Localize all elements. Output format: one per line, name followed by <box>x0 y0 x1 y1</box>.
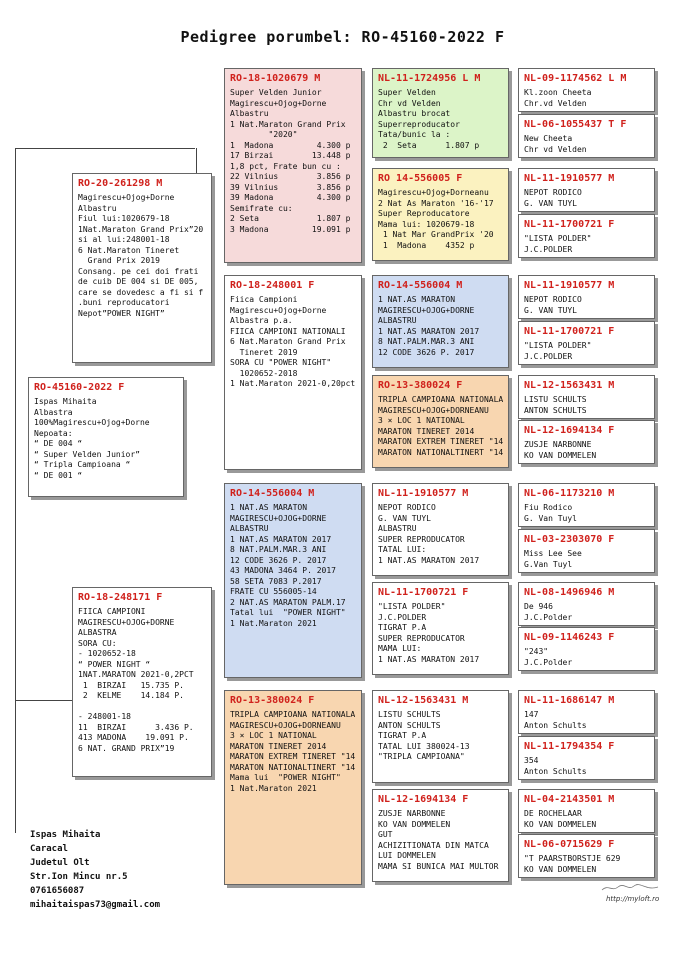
ring-number: RO-14-556004 M <box>378 280 463 291</box>
card-details: ZUSJE NARBONNE KO VAN DOMMELEN <box>524 440 597 460</box>
card-details: NEPOT RODICO G. VAN TUYL ALBASTRU SUPER REPRODUCATOR TATAL LUI: 1 NAT.AS MARATON 2017 <box>378 503 480 565</box>
ring-number: NL-12-1694134 F <box>524 425 615 436</box>
card-details: "LISTA POLDER" J.C.POLDER TIGRAT P.A SUPER REPRODUCATOR MAMA LUI: 1 NAT.AS MARATON 2017 <box>378 602 480 664</box>
ring-number: NL-11-1910577 M <box>524 173 615 184</box>
ring-number: NL-11-1700721 F <box>524 219 615 230</box>
ring-number: NL-12-1563431 M <box>378 695 469 706</box>
ring-number: RO-20-261298 M <box>78 178 163 189</box>
card-details: Magirescu+Ojog+Dorne Albastru Fiul lui:1020679-18 1Nat.Maraton Grand Prix”20 si al lui:248001-18 6 Nat.Maraton Tineret Grand Prix 2019 Consang. pe cei doi frati de cuib DE 004 si DE 005, care se dovedesc a fi si f .buni reproducatori Nepot”POWER NIGHT” <box>78 193 204 318</box>
card-details: New Cheeta Chr vd Velden <box>524 134 587 154</box>
ring-number: RO 14-556005 F <box>378 173 463 184</box>
ring-number: NL-06-1055437 T F <box>524 119 627 130</box>
card-details: 147 Anton Schults <box>524 710 587 730</box>
pedigree-card-gen4[interactable] <box>372 582 509 675</box>
ring-number: NL-11-1700721 F <box>378 587 469 598</box>
pedigree-card-gen5[interactable] <box>518 582 655 626</box>
card-details: "LISTA POLDER" J.C.POLDER <box>524 234 592 254</box>
ring-number: NL-11-1700721 F <box>524 326 615 337</box>
connector-line <box>362 735 363 800</box>
card-details: Fiu Rodico G. Van Tuyl <box>524 503 577 523</box>
pedigree-card-sire[interactable] <box>72 173 212 363</box>
logo-signature <box>600 883 660 895</box>
card-details: TRIPLA CAMPIOANA NATIONALA MAGIRESCU+OJOG+DORNEANU 3 × LOC 1 NATIONAL MARATON TINERET 2014 MARATON EXTREM TINERET "14 MARATON NATIONALTINERT "14 <box>378 395 504 457</box>
pedigree-card-dam[interactable] <box>72 587 212 777</box>
connector-line <box>196 148 197 174</box>
owner-name: Ispas Mihaita <box>30 830 101 840</box>
ring-number: NL-09-1174562 L M <box>524 73 627 84</box>
ring-number: RO-13-380024 F <box>378 380 463 391</box>
card-details: 354 Anton Schults <box>524 756 587 776</box>
pedigree-card-gen4[interactable] <box>372 68 509 158</box>
ring-number: NL-11-1724956 L M <box>378 73 481 84</box>
ring-number: NL-09-1146243 F <box>524 632 615 643</box>
card-details: "T PAARSTBORSTJE 629 KO VAN DOMMELEN <box>524 854 621 874</box>
ring-number: RO-45160-2022 F <box>34 382 125 393</box>
pedigree-card-gen5[interactable] <box>518 375 655 419</box>
connector-line <box>212 176 213 266</box>
card-details: LISTU SCHULTS ANTON SCHULTS TIGRAT P.A TATAL LUI 380024-13 "TRIPLA CAMPIOANA" <box>378 710 470 761</box>
card-details: "243" J.C.Polder <box>524 647 573 667</box>
pedigree-card-gen5[interactable] <box>518 690 655 734</box>
pedigree-card-gen4[interactable] <box>372 375 509 468</box>
card-details: NEPOT RODICO G. VAN TUYL <box>524 295 582 315</box>
connector-line <box>15 148 195 149</box>
pedigree-card-gen3[interactable] <box>224 68 362 263</box>
ring-number: NL-12-1694134 F <box>378 794 469 805</box>
card-details: "LISTA POLDER" J.C.POLDER <box>524 341 592 361</box>
ring-number: NL-03-2303070 F <box>524 534 615 545</box>
card-details: Ispas Mihaita Albastra 100%Magirescu+Ojog+Dorne Nepoata: “ DE 004 “ “ Super Velden Junior” “ Tripla Campioana “ “ DE 001 “ <box>34 397 150 480</box>
connector-line <box>362 168 363 223</box>
ring-number: RO-18-248001 F <box>230 280 315 291</box>
pedigree-card-gen5[interactable] <box>518 420 655 464</box>
ring-number: RO-18-1020679 M <box>230 73 321 84</box>
card-details: DE ROCHELAAR KO VAN DOMMELEN <box>524 809 597 829</box>
pedigree-card-subject[interactable] <box>28 377 184 497</box>
card-details: ZUSJE NARBONNE KO VAN DOMMELEN GUT ACHIZITIONATA DIN MATCA LUI DOMMELEN MAMA SI BUNICA MAI MULTOR <box>378 809 499 871</box>
pedigree-card-gen5[interactable] <box>518 275 655 319</box>
card-details: 1 NAT.AS MARATON MAGIRESCU+OJOG+DORNE ALBASTRU 1 NAT.AS MARATON 2017 8 NAT.PALM.MAR.3 ANI 12 CODE 3626 P. 2017 <box>378 295 480 357</box>
connector-line <box>362 540 363 600</box>
ring-number: NL-12-1563431 M <box>524 380 615 391</box>
card-details: 1 NAT.AS MARATON MAGIRESCU+OJOG+DORNE ALBASTRU 1 NAT.AS MARATON 2017 8 NAT.PALM.MAR.3 ANI 12 CODE 3626 P. 2017 43 MADONA 3464 P. 2017 58 SETA 7083 P.2017 FRATE CU 556005-14 2 NAT.AS MARATON PALM.17 Tatal lui "POWER NIGHT" 1 Nat.Maraton 2021 <box>230 503 346 628</box>
pedigree-card-gen5[interactable] <box>518 789 655 833</box>
card-details: De 946 J.C.Polder <box>524 602 573 622</box>
pedigree-card-gen5[interactable] <box>518 834 655 878</box>
ring-number: NL-11-1686147 M <box>524 695 615 706</box>
pedigree-card-gen5[interactable] <box>518 321 655 365</box>
ring-number: NL-06-1173210 M <box>524 488 615 499</box>
owner-phone: 0761656087 <box>30 886 85 896</box>
pedigree-card-gen4[interactable] <box>372 789 509 882</box>
pedigree-card-gen5[interactable] <box>518 529 655 573</box>
card-details: TRIPLA CAMPIOANA NATIONALA MAGIRESCU+OJOG+DORNEANU 3 × LOC 1 NATIONAL MARATON TINERET 2014 MARATON EXTREM TINERET "14 MARATON NATIONALTINERT "14 Mama lui "POWER NIGHT" 1 Nat.Maraton 2021 <box>230 710 356 793</box>
ring-number: RO-14-556004 M <box>230 488 315 499</box>
card-details: Fiica Campioni Magirescu+Ojog+Dorne Albastra p.a. FIICA CAMPIONI NATIONALI 6 Nat.Maraton Grand Prix Tineret 2019 SORA CU "POWER NIGHT" 1020652-2018 1 Nat.Maraton 2021-0,20pct <box>230 295 356 388</box>
card-details: NEPOT RODICO G. VAN TUYL <box>524 188 582 208</box>
pedigree-card-gen5[interactable] <box>518 483 655 527</box>
pedigree-card-gen5[interactable] <box>518 114 655 158</box>
ring-number: NL-04-2143501 M <box>524 794 615 805</box>
pedigree-card-gen3[interactable] <box>224 690 362 885</box>
pedigree-card-gen4[interactable] <box>372 168 509 261</box>
pedigree-card-gen3[interactable] <box>224 275 362 470</box>
ring-number: NL-11-1910577 M <box>524 280 615 291</box>
pedigree-card-gen5[interactable] <box>518 627 655 671</box>
pedigree-card-gen4[interactable] <box>372 275 509 368</box>
card-details: Super Velden Chr vd Velden Albastru brocat Superreproducator Tata/bunic la : 2 Seta 1.807 p <box>378 88 480 150</box>
signature-icon <box>600 883 660 893</box>
pedigree-card-gen5[interactable] <box>518 168 655 212</box>
ring-number: RO-13-380024 F <box>230 695 315 706</box>
owner-email[interactable]: mihaitaispas73@gmail.com <box>30 900 161 910</box>
connector-line <box>15 148 16 833</box>
card-details: FIICA CAMPIONI MAGIRESCU+OJOG+DORNE ALBASTRA SORA CU: - 1020652-18 “ POWER NIGHT “ 1NAT.MARATON 2021-0,2PCT 1 BIRZAI 15.735 P. 2 KELME 14.184 P. - 248001-18 11 BIRZAI 3.436 P. 413 MADONA 19.091 P. 6 NAT. GRAND PRIX”19 <box>78 607 194 753</box>
pedigree-card-gen4[interactable] <box>372 690 509 783</box>
pedigree-card-gen5[interactable] <box>518 68 655 112</box>
connector-line <box>212 590 213 700</box>
ring-number: NL-11-1910577 M <box>378 488 469 499</box>
owner-contact <box>30 828 160 912</box>
ring-number: RO-18-248171 F <box>78 592 163 603</box>
pedigree-card-gen5[interactable] <box>518 736 655 780</box>
card-details: Super Velden Junior Magirescu+Ojog+Dorne Albastru 1 Nat.Maraton Grand Prix "2020" 1 Madona 4.300 p 17 Birzai 13.448 p 1,8 pct, Frate bun cu : 22 Vilnius 3.856 p 39 Vilnius 3.856 p 39 Madona 4.300 p Semifrate cu: 2 Seta 1.807 p 3 Madona 19.091 p <box>230 88 351 234</box>
connector-line <box>362 358 363 413</box>
card-details: Kl.zoon Cheeta Chr.vd Velden <box>524 88 592 108</box>
website-link[interactable]: http://myloft.ro <box>606 895 660 903</box>
pedigree-card-gen5[interactable] <box>518 214 655 258</box>
card-details: LISTU SCHULTS ANTON SCHULTS <box>524 395 587 415</box>
page-title: Pedigree porumbel: RO-45160-2022 F <box>180 28 505 46</box>
pedigree-card-gen3[interactable] <box>224 483 362 678</box>
owner-street: Str.Ion Mincu nr.5 <box>30 872 128 882</box>
owner-city: Caracal <box>30 844 68 854</box>
ring-number: NL-11-1794354 F <box>524 741 615 752</box>
card-details: Miss Lee See G.Van Tuyl <box>524 549 582 569</box>
owner-county: Judetul Olt <box>30 858 90 868</box>
card-details: Magirescu+Ojog+Dorneanu 2 Nat As Maraton '16-'17 Super Reproducatore Mama lui: 1020679-18 1 Nat Mar GrandPrix '20 1 Madona 4352 p <box>378 188 494 250</box>
ring-number: NL-06-0715629 F <box>524 839 615 850</box>
ring-number: NL-08-1496946 M <box>524 587 615 598</box>
pedigree-card-gen4[interactable] <box>372 483 509 576</box>
